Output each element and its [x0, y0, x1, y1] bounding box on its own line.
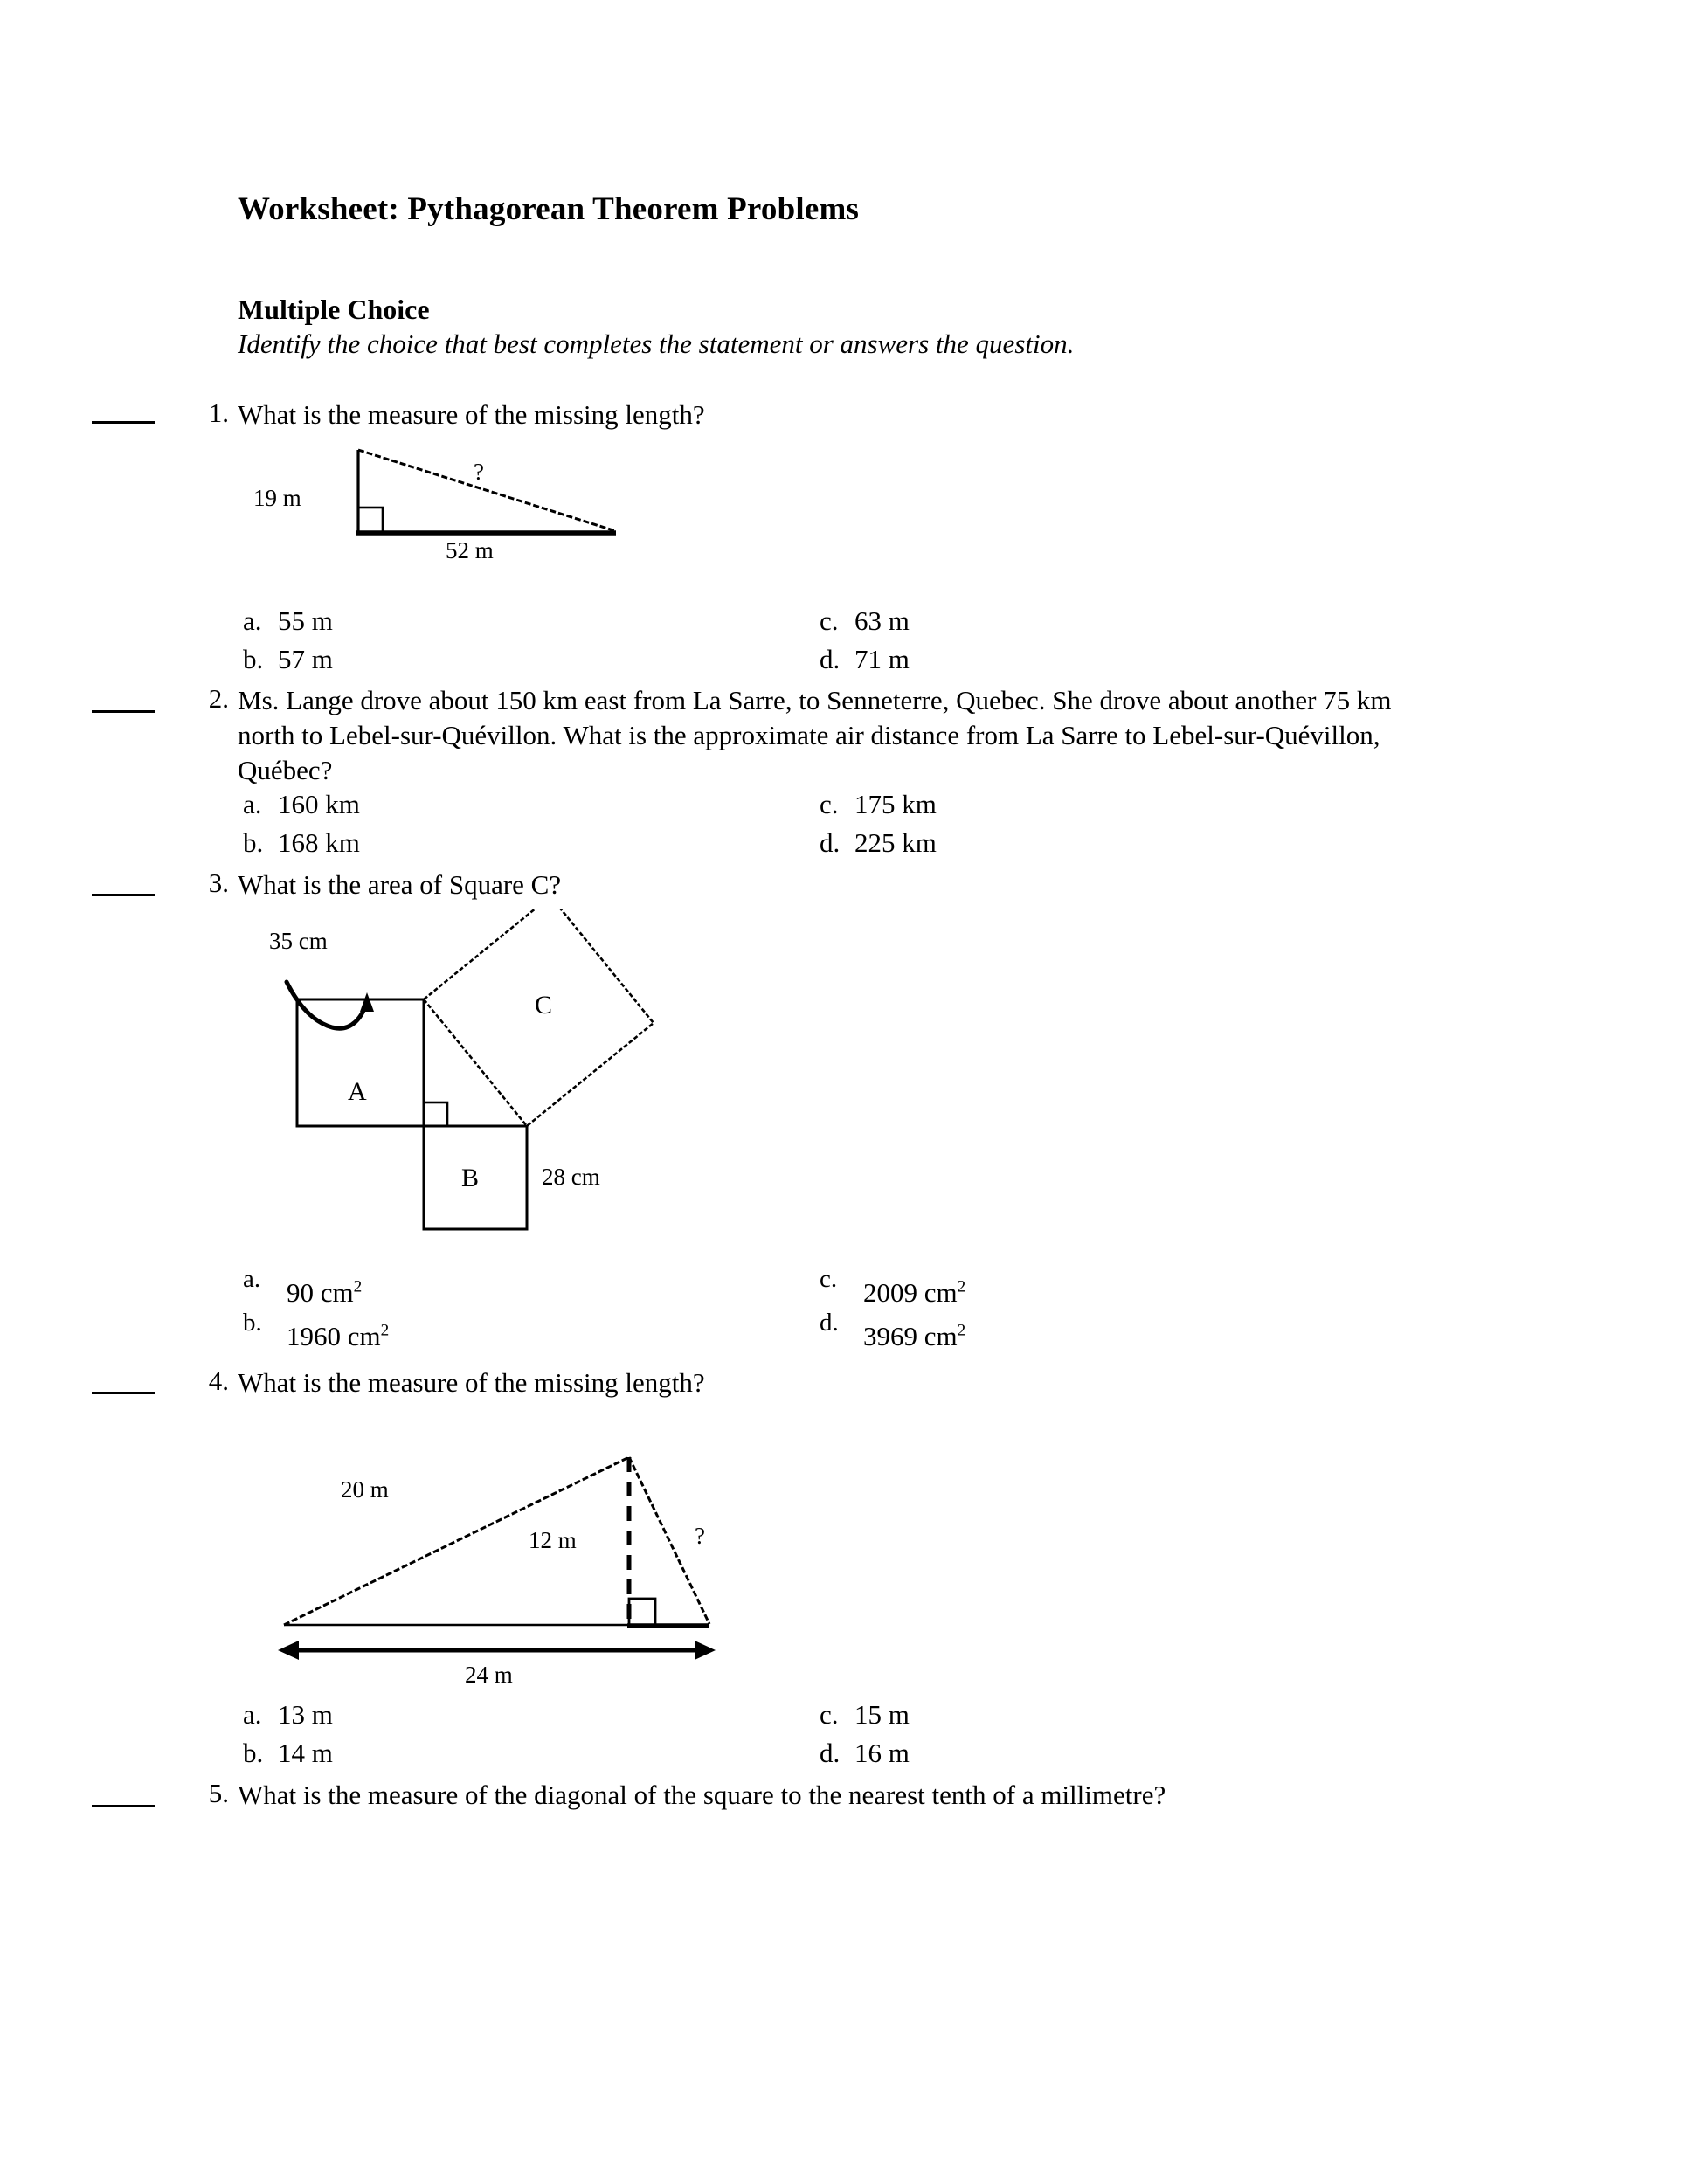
option-label: c.: [820, 605, 839, 636]
question-stem-2: [238, 683, 1653, 788]
triangle-altitude-svg: [262, 1420, 751, 1673]
option-label: a.: [243, 1265, 261, 1293]
answer-blank-5[interactable]: [92, 1804, 155, 1807]
option-text: 90 $cm^2$: [287, 1277, 363, 1308]
label-altitude-q4: 12 m: [529, 1527, 577, 1553]
option-1-a[interactable]: [243, 605, 333, 637]
option-label: c.: [820, 1699, 839, 1730]
question-stem-3: What is the area of Square C?: [238, 869, 562, 900]
label-dimension-a-q3: 35 cm: [269, 928, 328, 954]
label-dimension-b-q3: 28 cm: [542, 1164, 600, 1190]
option-1-b[interactable]: [243, 644, 333, 675]
option-text: 16 m: [854, 1738, 910, 1768]
three-squares-svg: [253, 909, 743, 1275]
option-3-c[interactable]: [820, 1265, 1169, 1321]
option-label: a.: [243, 1699, 262, 1730]
option-text: 57 m: [278, 644, 333, 674]
option-text: 160 km: [278, 789, 360, 819]
label-square-b: B: [461, 1164, 480, 1192]
figure-question-3: [253, 909, 743, 1275]
label-side-left-q4: 20 m: [341, 1476, 389, 1503]
option-label: b.: [243, 1738, 264, 1768]
option-text: 1960 $cm^2$: [287, 1321, 390, 1351]
option-text: 71 m: [854, 644, 910, 674]
option-4-d[interactable]: [820, 1738, 910, 1769]
option-4-c[interactable]: [820, 1699, 910, 1731]
question-number-4: 4.: [208, 1365, 229, 1396]
page-title: Worksheet: Pythagorean Theorem Problems: [238, 191, 860, 227]
option-text: 13 m: [278, 1699, 333, 1730]
answer-blank-2[interactable]: [92, 709, 155, 713]
option-label: d.: [820, 827, 841, 858]
label-base-q4: 24 m: [465, 1662, 513, 1688]
option-text: 2009 $cm^2$: [863, 1277, 966, 1308]
answer-blank-1[interactable]: [92, 420, 155, 424]
section-heading: Multiple Choice: [238, 294, 430, 325]
option-text: 14 m: [278, 1738, 333, 1768]
label-hypotenuse-q1: ?: [474, 459, 484, 485]
option-2-c[interactable]: [820, 789, 937, 820]
option-3-d[interactable]: [820, 1309, 1169, 1365]
question-number-3: 3.: [208, 867, 229, 898]
option-1-d[interactable]: [820, 644, 910, 675]
answer-blank-4[interactable]: [92, 1391, 155, 1394]
option-text: 15 m: [854, 1699, 910, 1730]
question-stem-1: What is the measure of the missing length?: [238, 399, 705, 430]
question-number-2: 2.: [208, 683, 229, 714]
question-number-5: 5.: [208, 1778, 229, 1808]
option-3-a[interactable]: [243, 1265, 592, 1321]
label-square-a: A: [348, 1077, 367, 1106]
question-stem-2-line2: north to Lebel-sur-Quévillon. What is the approximate air distance from La Sarre to Lebel-sur-Quévillon,: [238, 720, 1380, 750]
option-text: 175 km: [854, 789, 937, 819]
option-text: 55 m: [278, 605, 333, 636]
option-4-a[interactable]: [243, 1699, 333, 1731]
section-instructions: Identify the choice that best completes the statement or answers the question.: [238, 328, 1075, 359]
option-label: c.: [820, 1265, 838, 1293]
question-stem-2-line1: Ms. Lange drove about 150 km east from La Sarre, to Senneterre, Quebec. She drove about another 75 km: [238, 685, 1392, 715]
option-2-d[interactable]: [820, 827, 937, 859]
option-label: d.: [820, 1309, 839, 1337]
label-leg-vertical-q1: 19 m: [253, 485, 301, 511]
option-label: b.: [243, 644, 264, 674]
option-text: 168 km: [278, 827, 360, 858]
option-label: b.: [243, 827, 264, 858]
label-square-c: C: [535, 991, 553, 1019]
option-text: 63 m: [854, 605, 910, 636]
question-number-1: 1.: [208, 397, 229, 428]
question-stem-4: What is the measure of the missing length?: [238, 1367, 705, 1398]
option-label: c.: [820, 789, 839, 819]
question-stem-2-line3: Québec?: [238, 755, 333, 785]
label-base-q1: 52 m: [446, 537, 494, 563]
option-label: a.: [243, 605, 262, 636]
option-text: 225 km: [854, 827, 937, 858]
option-label: b.: [243, 1309, 262, 1337]
figure-question-1: [236, 437, 690, 585]
option-label: d.: [820, 1738, 841, 1768]
option-3-b[interactable]: [243, 1309, 592, 1365]
option-2-b[interactable]: [243, 827, 360, 859]
option-2-a[interactable]: [243, 789, 360, 820]
option-label: a.: [243, 789, 262, 819]
option-4-b[interactable]: [243, 1738, 333, 1769]
answer-blank-3[interactable]: [92, 893, 155, 896]
option-1-c[interactable]: [820, 605, 910, 637]
label-side-right-q4: ?: [695, 1523, 705, 1549]
figure-question-4: [262, 1420, 751, 1688]
option-text: 3969 $cm^2$: [863, 1321, 966, 1351]
option-label: d.: [820, 644, 841, 674]
question-stem-5: What is the measure of the diagonal of the square to the nearest tenth of a millimetre?: [238, 1780, 1166, 1810]
